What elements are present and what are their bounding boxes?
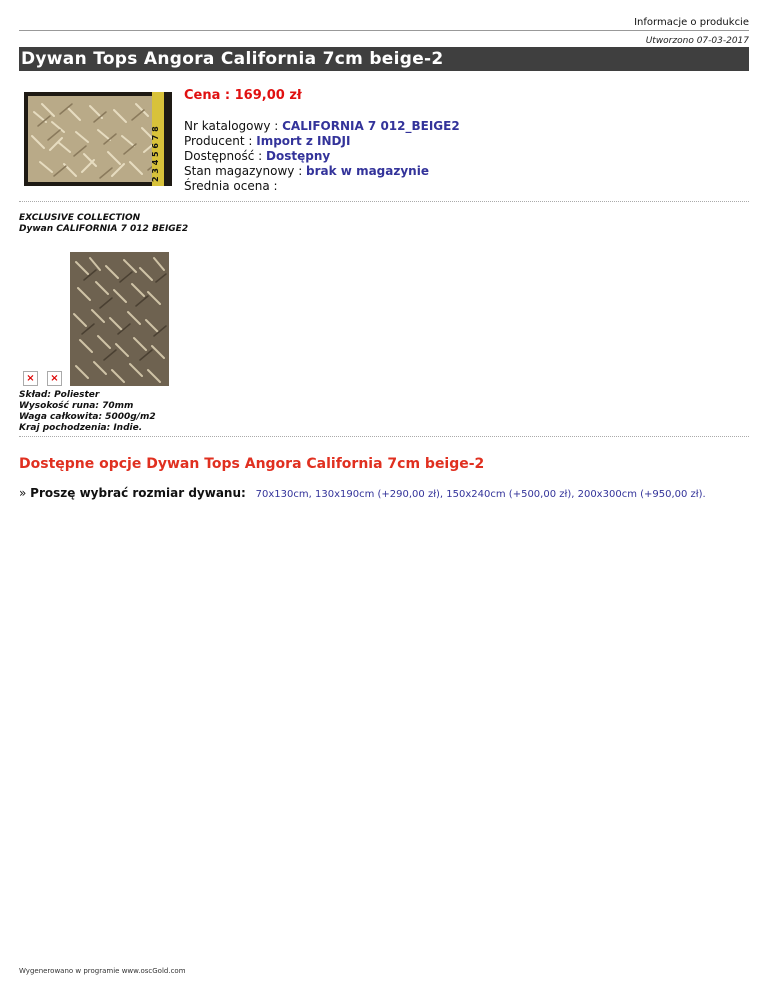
producer-label: Producent : [184,134,257,148]
availability-label: Dostępność : [184,149,267,163]
producer-row [184,134,350,149]
size-option-row [19,486,706,500]
section-divider [19,201,749,202]
composition-text: Skład: Poliester [19,390,100,400]
availability-row [184,149,330,164]
carpet-image [24,92,172,186]
collection-heading: EXCLUSIVE COLLECTION [19,213,141,223]
pile-height-text: Wysokość runa: 70mm [19,401,134,411]
total-weight-text: Waga całkowita: 5000g/m2 [19,412,156,422]
rating-label: Średnia ocena : [184,179,278,193]
stock-row [184,164,429,179]
ruler-digits: 2 3 4 5 6 7 8 [151,126,160,182]
broken-image-icon: × [23,371,38,386]
product-photo[interactable] [24,92,172,186]
size-option-values: 70x130cm, 130x190cm (+290,00 zł), 150x240cm (+500,00 zł), 200x300cm (+950,00 zł). [255,489,706,500]
created-date: Utworzono 07-03-2017 [645,36,749,46]
bullet-icon: » [19,486,27,500]
header-divider [19,30,749,31]
section-divider [19,436,749,437]
catalog-number-value: CALIFORNIA 7 012_BEIGE2 [282,119,460,133]
model-heading: Dywan CALIFORNIA 7 012 BEIGE2 [19,224,189,234]
catalog-number-label: Nr katalogowy : [184,119,283,133]
product-title-bar [19,47,749,71]
product-title: Dywan Tops Angora California 7cm beige-2 [21,49,444,69]
options-heading: Dostępne opcje Dywan Tops Angora California 7cm beige-2 [19,456,485,472]
origin-text: Kraj pochodzenia: Indie. [19,423,143,433]
stock-value: brak w magazynie [306,164,429,178]
broken-image-icon: × [47,371,62,386]
product-price: Cena : 169,00 zł [184,88,302,103]
carpet-sample-image [70,252,169,386]
catalog-number-row [184,119,460,134]
section-label: Informacje o produkcie [634,17,749,28]
producer-value: Import z INDJI [256,134,351,148]
availability-value: Dostępny [266,149,331,163]
rating-row [184,179,278,194]
size-option-label: Proszę wybrać rozmiar dywanu: [30,486,246,500]
carpet-sample-photo[interactable] [70,252,169,386]
stock-label: Stan magazynowy : [184,164,307,178]
footer-generated: Wygenerowano w programie www.oscGold.com [19,967,186,975]
